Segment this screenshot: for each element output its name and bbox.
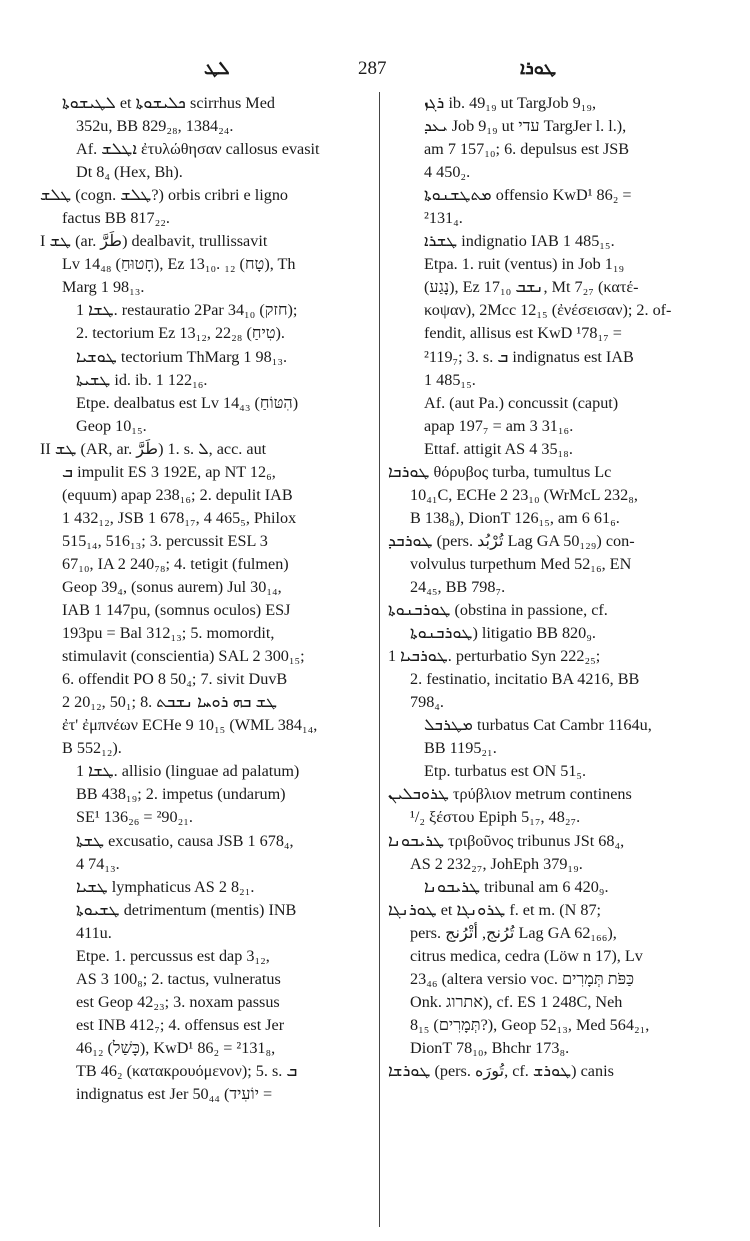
entry-line: est INB 412₇; 4. offensus est Jer [76, 1015, 285, 1034]
entry-line: ܡܛܪܒܠ turbatus Cat Cambr 1164u, [424, 716, 652, 735]
entry-line: ܛܪܘܒܠܝܢ τρύβλιον metrum continens [388, 785, 632, 804]
entry-line: (equum) apap 238₁₆; 2. depulit IAB [62, 485, 293, 504]
entry-line: BB 438₁₉; 2. impetus (undarum) [76, 785, 286, 804]
entry-line: Marg 1 98₁₃. [62, 278, 145, 297]
entry-line: am 7 157₁₀; 6. depulsus est JSB [424, 140, 630, 159]
entry-line: 6. offendit PO 8 50₄; 7. sivit DuvB [62, 670, 288, 689]
entry-line: 1 485₁₅. [424, 370, 476, 389]
entry-line: 515₁₄, 516₁₃; 3. percussit ESL 3 [62, 531, 268, 550]
entry-line: ܛܪܝܒܘܢܐ τριβοῦνος tribunus JSt 68₄, [388, 831, 625, 850]
entry-line: 2. festinatio, incitatio BA 4216, BB [410, 670, 640, 689]
entry-line: 193pu = Bal 312₁₃; 5. momordit, [62, 624, 275, 643]
entry-line: I ܛܫ (ar. طَرَّ) dealbavit, trullissavit [40, 232, 268, 251]
entry-line: 24₄₅, BB 798₇. [410, 577, 506, 596]
running-header [0, 58, 750, 84]
entry-line: 46₁₂ (כָּשַׁל), KwD¹ 86₂ = ²131₈, [76, 1038, 276, 1057]
entry-line: (נָגַע), Ez 17₁₀ ܢܫܒ, Mt 7₂₇ (κατέ- [424, 278, 639, 297]
entry-line: est Geop 42₂₃; 3. noxam passus [76, 992, 280, 1011]
entry-line: ܛܫܝܬܐ id. ib. 1 122₁₆. [76, 370, 208, 389]
entry-line: ܛܘܫܝܐ tectorium ThMarg 1 98₁₃. [76, 347, 288, 366]
entry-line: Onk. אתרוג), cf. ES 1 248C, Neh [410, 992, 623, 1011]
entry-line: citrus medica, cedra (Löw n 17), Lv [410, 946, 643, 965]
entry-line: 10₄₁C, ECHe 2 23₁₀ (WrMcL 232₈, [410, 485, 638, 504]
entry-line: Ettaf. attigit AS 4 35₁₈. [424, 439, 573, 458]
entry-line: stimulavit (conscientia) SAL 2 300₁₅; [62, 647, 305, 666]
entry-line: Geop 39₄, (sonus aurem) Jul 30₁₄, [62, 577, 282, 596]
entry-line: AS 3 100₈; 2. tactus, vulneratus [76, 969, 281, 988]
entry-line: ¹/₂ ξέστου Epiph 5₁₇, 48₂₇. [410, 808, 581, 827]
entry-line: ²131₄. [424, 209, 463, 228]
entry-line: 798₄. [410, 693, 444, 712]
entry-line: ܛܠܫ (cogn. ܛܠܫ?) orbis cribri e ligno [40, 186, 289, 205]
entry-line: ܛܘܪܫܐ (pers. تُورَه, cf. ܛܘܪܫ) canis [388, 1061, 614, 1080]
entry-line: Etpe. 1. percussus est dap 3₁₂, [76, 946, 270, 965]
entry-line: II ܛܫ (AR, ar. طَرَّ) 1. s. ܠ, acc. aut [40, 439, 267, 458]
entry-line: ܛܘܪܒܕ (pers. تُرْبُد Lag GA 50₁₂₉) con- [388, 531, 635, 550]
entry-line: factus BB 817₂₂. [62, 209, 170, 228]
entry-line: Dt 8₄ (Hex, Bh). [76, 163, 183, 182]
entry-line: 4 74₁₃. [76, 854, 120, 873]
entry-line: ܛܪܝܒܘܢܐ tribunal am 6 420₉. [424, 877, 609, 896]
entry-line: ܪܓܙ ib. 49₁₉ ut TargJob 9₁₉, [424, 94, 597, 112]
entry-line: 8₁₅ (תְּמָרִים?), Geop 52₁₃, Med 564₂₁, [410, 1015, 650, 1034]
entry-line: 352u, BB 829₂₈, 1384₂₄. [76, 117, 234, 136]
entry-line: indignatus est Jer 50₄₄ (יוֹעִיד = [76, 1085, 273, 1104]
entry-line: ²119₇; 3. s. ܒ indignatus est IAB [424, 347, 634, 366]
entry-line: ἐτ' ἐμπνέων ECHe 9 10₁₅ (WML 384₁₄, [62, 716, 318, 735]
entry-line: ܛܘܪܒܢܘܬܐ) litigatio BB 820₉. [410, 624, 596, 643]
entry-line: ܛܫܝܘܬܐ detrimentum (mentis) INB [76, 900, 297, 919]
entry-line: Geop 10₁₅. [76, 416, 147, 435]
right-column [388, 92, 718, 1083]
entry-line: κοψαν), 2Mcc 12₁₅ (ἐνέσεισαν); 2. of- [424, 301, 672, 320]
entry-line: Af. (aut Pa.) concussit (caput) [424, 393, 619, 412]
entry-line: 23₄₆ (altera versio voc. כַּפֹּת תְּמָרִים [410, 969, 635, 988]
entry-line: Etpe. dealbatus est Lv 14₄₃ (הִטּוֹחַ) [76, 393, 299, 412]
entry-line: volvulus turpethum Med 52₁₆, EN [410, 554, 632, 573]
entry-line: TB 46₂ (καταкρουόμενον); 5. s. ܒ [76, 1061, 298, 1080]
entry-line: 4 450₂. [424, 163, 471, 182]
entry-line: SE¹ 136₂₆ = ²90₂₁. [76, 808, 193, 827]
entry-line: ܛܘܪܒܝܐ 1. perturbatio Syn 222₂₅; [388, 647, 601, 666]
entry-line: ܛܫܪܐ indignatio IAB 1 485₁₅. [424, 232, 615, 251]
entry-line: Etpa. 1. ruit (ventus) in Job 1₁₉ [424, 255, 625, 274]
entry-line: ܠܛܝܫܘܬܐ et ܟܠܝܫܘܬܐ scirrhus Med [62, 94, 275, 112]
entry-line: B 138₈), DionT 126₁₅, am 6 61₆. [410, 508, 620, 527]
column-divider [379, 92, 380, 1227]
entry-line: ܛܫܐ 1. restauratio 2Par 34₁₀ (חזק); [76, 301, 298, 320]
entry-line: ܒ impulit ES 3 192E, ap NT 12₆, [62, 462, 276, 481]
entry-line: IAB 1 147pu, (somnus oculos) ESJ [62, 601, 291, 620]
entry-line: ܡܬܛܫܢܘܬܐ offensio KwD¹ 86₂ = [424, 186, 632, 205]
page-number: 287 [358, 58, 387, 79]
entry-line: B 552₁₂). [62, 739, 122, 758]
left-column [40, 92, 372, 1106]
entry-line: pers. تُرُنج, أُتْرُنج Lag GA 62₁₆₆), [410, 923, 617, 942]
header-right-catchword: ܛܘܪܐ [520, 58, 557, 78]
entry-line: BB 1195₂₁. [424, 739, 497, 758]
entry-line: Etp. turbatus est ON 51₅. [424, 762, 587, 781]
entry-line: ܛܫܐ 1. allisio (linguae ad palatum) [76, 762, 300, 781]
entry-line: ܝܥܕ Job 9₁₉ ut עדי TargJer l. l.), [424, 117, 627, 136]
entry-line: 411u. [76, 923, 112, 942]
entry-line: 2 20₁₂, 50₁; 8. ܛܫ ܒܗ ܪܘܚܐ ܢܫܒܬ [62, 693, 278, 712]
entry-line: ܛܘܪܒܢܘܬܐ (obstina in passione, cf. [388, 601, 608, 620]
entry-line: fendit, allisus est KwD ¹78₁₇ = [424, 324, 622, 343]
entry-line: ܛܫܬܐ excusatio, causa JSB 1 678₄, [76, 831, 294, 850]
entry-line: 67₁₀, IA 2 240₇₈; 4. tetigit (fulmen) [62, 554, 289, 573]
entry-line: 2. tectorium Ez 13₁₂, 22₂₈ (טִיחַ). [76, 324, 285, 343]
entry-line: ܛܫܝܐ lymphaticus AS 2 8₂₁. [76, 877, 255, 896]
entry-line: AS 2 232₂₇, JohEph 379₁₉. [410, 854, 583, 873]
entry-line: DionT 78₁₀, Bhchr 173₈. [410, 1038, 570, 1057]
entry-line: apap 197₇ = am 3 31₁₆. [424, 416, 574, 435]
header-left-catchword: ܠܛ [204, 58, 230, 78]
entry-line: ܛܘܪܢܓܐ et ܛܪܘܢܓܐ f. et m. (N 87; [388, 900, 602, 919]
entry-line: Lv 14₄₈ (חָטוּחַ), Ez 13₁₀. ₁₂ (טָח), Th [62, 255, 296, 274]
entry-line: 1 432₁₂, JSB 1 678₁₇, 4 465₅, Philox [62, 508, 297, 527]
entry-line: ܛܘܪܒܐ θόρυβος turba, tumultus Lc [388, 462, 612, 481]
entry-line: Af. ܐܛܠܫ ἐτυλώθησαν callosus evasit [76, 140, 320, 159]
